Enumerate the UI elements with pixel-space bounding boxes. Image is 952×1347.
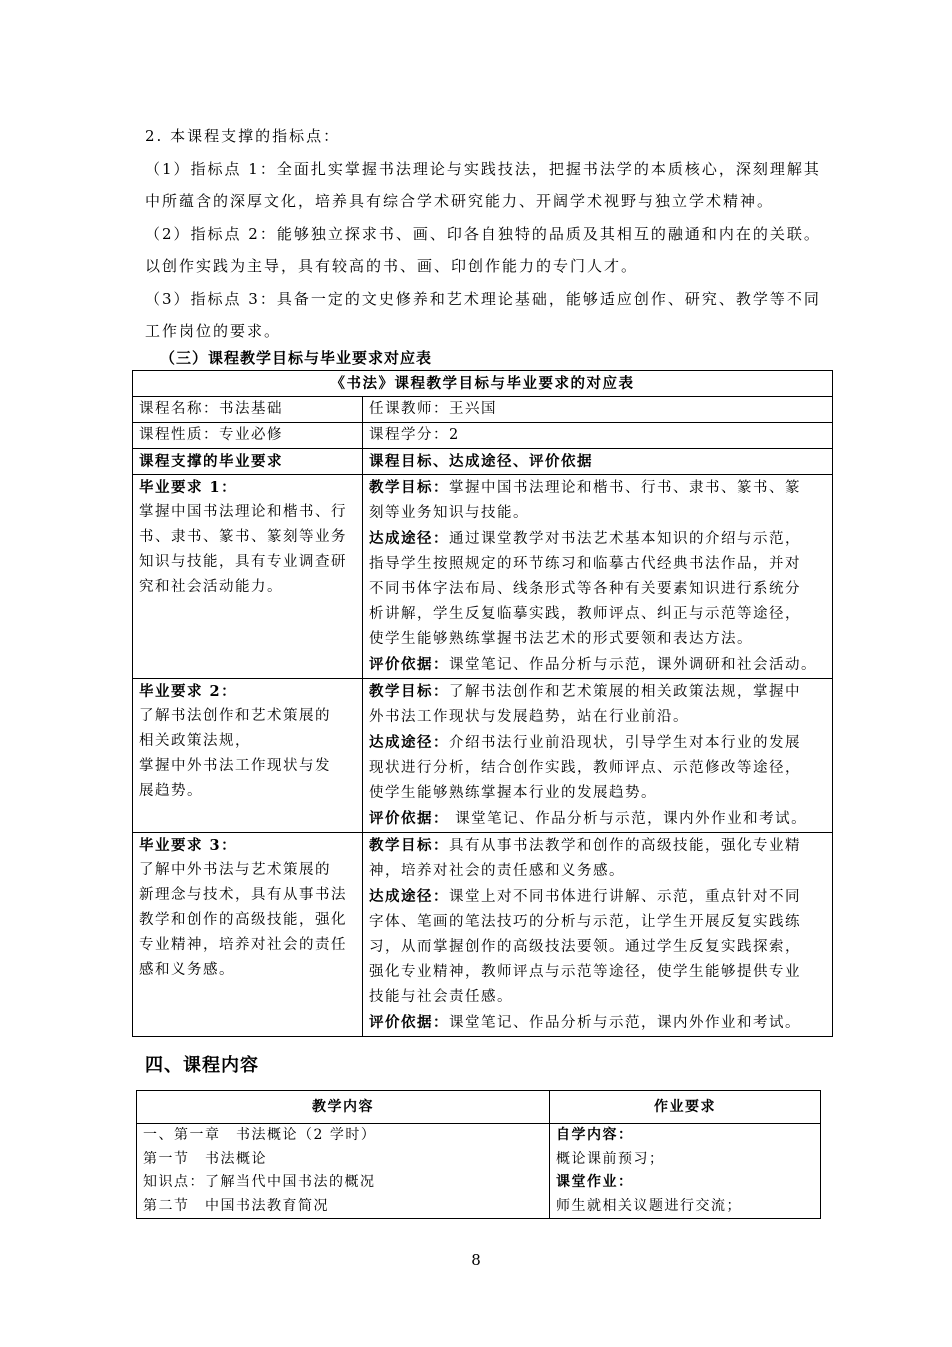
eval-text: 课堂笔记、作品分析与示范，课内外作业和考试。 — [449, 811, 808, 827]
path-label: 达成途径： — [369, 888, 449, 905]
goal-text: 外书法工作现状与发展趋势，站在行业前沿。 — [369, 709, 689, 725]
requirement-cell — [133, 475, 363, 679]
objective-cell — [363, 475, 833, 679]
support-point-line: 以创作实践为主导，具有较高的书、画、印创作能力的专门人才。 — [145, 257, 639, 275]
header-left: 课程支撑的毕业要求 — [133, 449, 363, 475]
path-text: 现状进行分析，结合创作实践，教师评点、示范修改等途径， — [369, 760, 801, 776]
path-label: 达成途径： — [369, 734, 449, 751]
requirement-label: 毕业要求 3： — [139, 837, 238, 854]
goal-text: 了解书法创作和艺术策展的相关政策法规，掌握中 — [449, 684, 801, 700]
eval-label: 评价依据： — [369, 810, 449, 827]
path-text: 课堂上对不同书体进行讲解、示范，重点针对不同 — [449, 889, 801, 905]
path-text: 习，从而掌握创作的高级技法要领。通过学生反复实践探索， — [369, 939, 801, 955]
table-row — [133, 679, 833, 833]
course-credits: 课程学分：2 — [363, 423, 833, 449]
table-row — [133, 423, 833, 449]
requirement-cell — [133, 833, 363, 1037]
requirement-line: 了解书法创作和艺术策展的 — [139, 708, 331, 724]
header-content: 教学内容 — [137, 1091, 550, 1124]
support-point-line: 中所蕴含的深厚文化，培养具有综合学术研究能力、开阔学术视野与独立学术精神。 — [145, 192, 775, 210]
goal-text: 刻等业务知识与技能。 — [369, 505, 529, 521]
content-cell — [137, 1124, 550, 1219]
support-point-line: （2）指标点 2：能够独立探求书、画、印各自独特的品质及其相互的融通和内在的关联。 — [145, 225, 821, 243]
requirement-label: 毕业要求 1： — [139, 479, 238, 496]
requirement-line: 书、隶书、篆书、篆刻等业务 — [139, 529, 347, 545]
eval-text: 课堂笔记、作品分析与示范，课内外作业和考试。 — [449, 1015, 801, 1031]
requirement-line: 专业精神，培养对社会的责任 — [139, 937, 347, 953]
requirement-line: 掌握中外书法工作现状与发 — [139, 758, 331, 774]
goal-text: 神，培养对社会的责任感和义务感。 — [369, 863, 625, 879]
table-header-row — [137, 1091, 821, 1124]
support-point-line: （1）指标点 1：全面扎实掌握书法理论与实践技法，把握书法学的本质核心，深刻理解其 — [145, 160, 821, 178]
path-text: 指导学生按照规定的环节练习和临摹古代经典书法作品，并对 — [369, 556, 801, 572]
requirement-line: 知识与技能，具有专业调查研 — [139, 554, 347, 570]
objective-cell — [363, 833, 833, 1037]
goal-label: 教学目标： — [369, 479, 449, 496]
path-label: 达成途径： — [369, 530, 449, 547]
support-point-line: （3）指标点 3：具备一定的文史修养和艺术理论基础，能够适应创作、研究、教学等不同 — [145, 290, 821, 308]
page-number: 8 — [471, 1251, 481, 1269]
course-content-table — [136, 1090, 821, 1219]
path-text: 使学生能够熟练掌握书法艺术的形式要领和表达方法。 — [369, 631, 753, 647]
course-nature: 课程性质：专业必修 — [133, 423, 363, 449]
path-text: 析讲解，学生反复临摹实践，教师评点、纠正与示范等途径， — [369, 606, 801, 622]
classwork-text: 师生就相关议题进行交流； — [556, 1197, 742, 1214]
self-study-text: 概论课前预习； — [556, 1150, 665, 1167]
support-point-line: 工作岗位的要求。 — [145, 322, 282, 340]
path-text: 不同书体字法布局、线条形式等各种有关要素知识进行系统分 — [369, 581, 801, 597]
content-line: 第一节 书法概论 — [143, 1150, 267, 1167]
requirement-line: 究和社会活动能力。 — [139, 579, 283, 595]
path-text: 字体、笔画的笔法技巧的分析与示范，让学生开展反复实践练 — [369, 914, 801, 930]
requirement-cell — [133, 679, 363, 833]
eval-label: 评价依据： — [369, 1014, 449, 1031]
requirement-line: 新理念与技术，具有从事书法 — [139, 887, 347, 903]
path-text: 使学生能够熟练掌握本行业的发展趋势。 — [369, 785, 657, 801]
table-row — [133, 475, 833, 679]
objective-cell — [363, 679, 833, 833]
homework-cell — [550, 1124, 821, 1219]
requirement-line: 教学和创作的高级技能，强化 — [139, 912, 347, 928]
content-line: 知识点：了解当代中国书法的概况 — [143, 1174, 376, 1190]
path-text: 技能与社会责任感。 — [369, 989, 513, 1005]
goal-label: 教学目标： — [369, 837, 449, 854]
content-line: 一、第一章 书法概论（2 学时） — [143, 1127, 377, 1143]
objectives-table — [132, 370, 833, 1037]
section3-title: （三）课程教学目标与毕业要求对应表 — [160, 349, 433, 367]
table-header-row — [133, 449, 833, 475]
path-text: 通过课堂教学对书法艺术基本知识的介绍与示范， — [449, 531, 801, 547]
classwork-label: 课堂作业： — [556, 1174, 634, 1190]
teacher: 任课教师：王兴国 — [363, 397, 833, 423]
requirement-line: 相关政策法规， — [139, 733, 251, 749]
table-row — [133, 397, 833, 423]
table-title: 《书法》课程教学目标与毕业要求的对应表 — [133, 371, 833, 397]
self-study-label: 自学内容： — [556, 1127, 634, 1143]
course-name: 课程名称：书法基础 — [133, 397, 363, 423]
eval-label: 评价依据： — [369, 656, 449, 673]
goal-label: 教学目标： — [369, 683, 449, 700]
section4-title: 四、课程内容 — [145, 1055, 259, 1076]
header-homework: 作业要求 — [550, 1091, 821, 1124]
requirement-line: 掌握中国书法理论和楷书、行 — [139, 504, 347, 520]
eval-text: 课堂笔记、作品分析与示范，课外调研和社会活动。 — [449, 657, 817, 673]
support-points-intro: 2. 本课程支撑的指标点： — [145, 127, 341, 145]
goal-text: 具有从事书法教学和创作的高级技能，强化专业精 — [449, 838, 801, 854]
content-line: 第二节 中国书法教育简况 — [143, 1197, 329, 1214]
table-row — [133, 833, 833, 1037]
requirement-line: 展趋势。 — [139, 783, 203, 799]
path-text: 介绍书法行业前沿现状，引导学生对本行业的发展 — [449, 735, 801, 751]
requirement-line: 感和义务感。 — [139, 962, 235, 978]
requirement-label: 毕业要求 2： — [139, 683, 238, 700]
goal-text: 掌握中国书法理论和楷书、行书、隶书、篆书、篆 — [449, 480, 801, 496]
path-text: 强化专业精神，教师评点与示范等途径，使学生能够提供专业 — [369, 964, 801, 980]
table-title-row — [133, 371, 833, 397]
header-right: 课程目标、达成途径、评价依据 — [363, 449, 833, 475]
requirement-line: 了解中外书法与艺术策展的 — [139, 862, 331, 878]
table-row — [137, 1124, 821, 1219]
